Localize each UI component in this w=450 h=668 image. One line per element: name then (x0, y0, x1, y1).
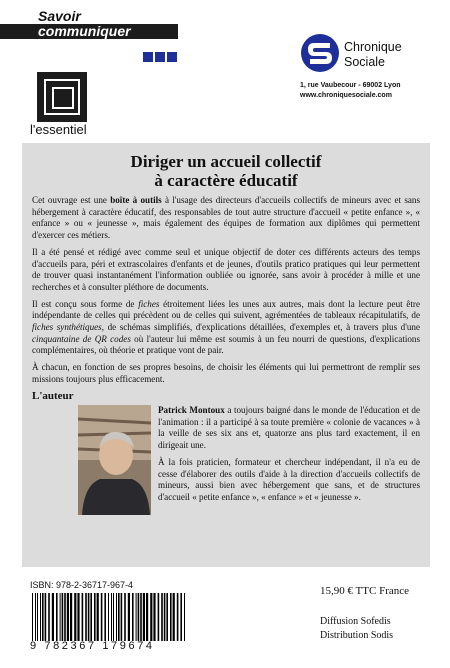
publisher-name-line1: Chronique (344, 40, 402, 54)
series-square-icon (167, 52, 177, 62)
book-title-line1: Diriger un accueil collectif (130, 152, 322, 171)
series-square-icon (155, 52, 165, 62)
author-bio (158, 405, 420, 509)
book-title-line2: à caractère éducatif (154, 171, 298, 190)
price: 15,90 € TTC France (320, 585, 410, 597)
book-title (22, 152, 430, 190)
series-square-icon (143, 52, 153, 62)
publisher-street: 1, rue Vaubecour - 69002 Lyon (300, 82, 401, 89)
chronique-sociale-logo-icon (300, 33, 340, 73)
author-bio-paragraph: À la fois praticien, formateur et chercheur indépendant, il n'a eu de cesse d'élaborer des outils d'aide à la direction d'accueils collectifs de mineurs, aussi bien avec hébergement que sans, et de structures d'accueil « petite enfance », « enfance » et « jeunesse ». (158, 456, 420, 502)
description-paragraph: Il a été pensé et rédigé avec comme seul et unique objectif de doter ces différents acteurs des temps d'accueils para, péri et extrascolaires d'enfants et de jeunes, d'outils pratico pratiques qui leur permettent de trouver quasi instantanément l'information oubliée ou ignorée, sans avoir à procéder à mille et une recherches et à consulter pléthore de documents. (32, 246, 420, 292)
author-heading: L'auteur (32, 390, 74, 402)
diffusion: Diffusion Sofedis (320, 616, 391, 627)
publisher-website: www.chroniquesociale.com (300, 92, 392, 99)
series-label-savoir: Savoir (38, 8, 81, 24)
distribution: Distribution Sodis (320, 630, 394, 641)
publisher-name (344, 40, 402, 70)
publisher-name-line2: Sociale (344, 55, 385, 69)
author-photo (78, 405, 151, 515)
series-label-communiquer: communiquer (38, 23, 131, 39)
description-paragraph: À chacun, en fonction de ses propres besoins, de choisir les éléments qui lui permettront de remplir ses missions toujours plus efficacement. (32, 362, 420, 384)
collection-name: l'essentiel (30, 122, 87, 137)
barcode-digits: 9 782367 179674 (30, 640, 155, 652)
book-description (32, 195, 420, 391)
essentiel-logo-icon (37, 72, 87, 122)
author-bio-paragraph: Patrick Montoux a toujours baigné dans le monde de l'éducation et de l'animation : il a participé à sa toute première « colonie de vacances » à la veille de ses six ans et, quatorze ans plus tard exactement, il en dirigeait une. (158, 405, 420, 451)
description-paragraph: Il est conçu sous forme de fiches étroitement liées les unes aux autres, mais dont la lecture peut être indépendante de celles qui précèdent ou de celles qui suivent, agrémentées de tableaux récapitulatifs, de fiches synthétiques, de schémas simplifiés, d'explications détaillées, d'exemples et, à travers plus d'une cinquantaine de QR codes où l'auteur lui même est soumis à un feu nourri de questions, d'explications complémentaires, où théorie et pratique vont de pair. (32, 298, 420, 356)
description-paragraph: Cet ouvrage est une boîte à outils à l'usage des directeurs d'accueils collectifs de mineurs avec et sans hébergement à caractère éducatif, des responsables de tout autre structure d'accueil « petite enfance », « enfance » ou « jeunesse », mais également des équipes de formation aux diplômes qui permettent d'exercer ces métiers. (32, 195, 421, 241)
barcode (30, 593, 188, 641)
isbn: ISBN: 978-2-36717-967-4 (30, 580, 134, 590)
publisher-address (300, 81, 401, 101)
